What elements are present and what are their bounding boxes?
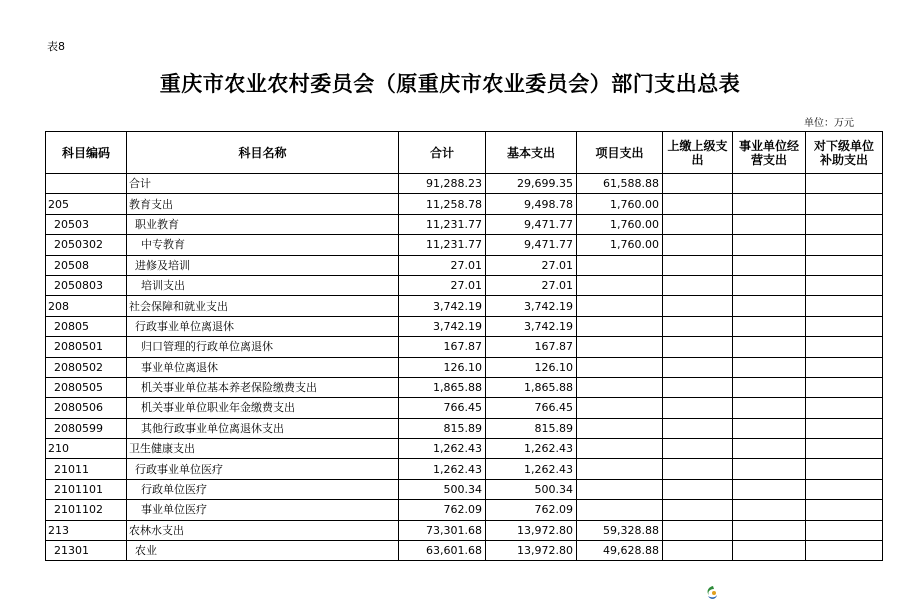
- cell-total: 11,231.77: [399, 235, 486, 255]
- cell-project: [577, 500, 663, 520]
- table-row: [46, 500, 883, 520]
- cell-code: 21011: [46, 459, 127, 479]
- cell-lower: [806, 214, 883, 234]
- cell-total: 3,742.19: [399, 296, 486, 316]
- cell-business: [733, 479, 806, 499]
- cell-basic: 29,699.35: [486, 174, 577, 194]
- cell-code: 208: [46, 296, 127, 316]
- table-row: [46, 316, 883, 336]
- cell-project: [577, 357, 663, 377]
- cell-project: [577, 255, 663, 275]
- table-row: [46, 520, 883, 540]
- cell-total: 91,288.23: [399, 174, 486, 194]
- table-row: [46, 479, 883, 499]
- cell-name: 卫生健康支出: [127, 439, 399, 459]
- cell-total: 27.01: [399, 275, 486, 295]
- cell-upper: [663, 337, 733, 357]
- cell-name: 农林水支出: [127, 520, 399, 540]
- header-business: 事业单位经营支出: [733, 132, 806, 174]
- cell-business: [733, 398, 806, 418]
- cell-project: [577, 377, 663, 397]
- cell-project: [577, 296, 663, 316]
- cell-lower: [806, 398, 883, 418]
- cell-basic: 3,742.19: [486, 316, 577, 336]
- cell-code: 2101101: [46, 479, 127, 499]
- cell-upper: [663, 541, 733, 561]
- cell-code: 205: [46, 194, 127, 214]
- table-id: 表8: [47, 40, 65, 53]
- cell-project: 61,588.88: [577, 174, 663, 194]
- cell-total: 11,258.78: [399, 194, 486, 214]
- cell-basic: 9,471.77: [486, 235, 577, 255]
- table-row: [46, 214, 883, 234]
- cell-total: 766.45: [399, 398, 486, 418]
- cell-project: [577, 479, 663, 499]
- cell-lower: [806, 296, 883, 316]
- cell-name: 机关事业单位基本养老保险缴费支出: [127, 377, 399, 397]
- cell-basic: 27.01: [486, 255, 577, 275]
- cell-code: 20508: [46, 255, 127, 275]
- cell-code: 20805: [46, 316, 127, 336]
- cell-project: 1,760.00: [577, 194, 663, 214]
- table-row: [46, 398, 883, 418]
- cell-basic: 27.01: [486, 275, 577, 295]
- cell-business: [733, 459, 806, 479]
- cell-name: 培训支出: [127, 275, 399, 295]
- cell-lower: [806, 255, 883, 275]
- cell-lower: [806, 377, 883, 397]
- header-upper: 上缴上级支出: [663, 132, 733, 174]
- cell-code: 20503: [46, 214, 127, 234]
- cell-upper: [663, 357, 733, 377]
- cell-name: 事业单位离退休: [127, 357, 399, 377]
- cell-project: [577, 398, 663, 418]
- cell-code: [46, 174, 127, 194]
- logo-icon: [704, 584, 720, 602]
- table-row: [46, 541, 883, 561]
- cell-name: 中专教育: [127, 235, 399, 255]
- cell-business: [733, 357, 806, 377]
- cell-name: 行政事业单位医疗: [127, 459, 399, 479]
- table-row: [46, 194, 883, 214]
- table-row: [46, 174, 883, 194]
- cell-basic: 1,865.88: [486, 377, 577, 397]
- cell-basic: 815.89: [486, 418, 577, 438]
- cell-name: 归口管理的行政单位离退休: [127, 337, 399, 357]
- cell-basic: 766.45: [486, 398, 577, 418]
- cell-upper: [663, 439, 733, 459]
- cell-business: [733, 418, 806, 438]
- cell-lower: [806, 520, 883, 540]
- cell-lower: [806, 235, 883, 255]
- table-row: [46, 296, 883, 316]
- cell-name: 合计: [127, 174, 399, 194]
- cell-total: 126.10: [399, 357, 486, 377]
- cell-project: [577, 439, 663, 459]
- cell-total: 815.89: [399, 418, 486, 438]
- cell-lower: [806, 459, 883, 479]
- cell-upper: [663, 500, 733, 520]
- cell-name: 机关事业单位职业年金缴费支出: [127, 398, 399, 418]
- cell-lower: [806, 316, 883, 336]
- cell-upper: [663, 418, 733, 438]
- cell-code: 2050302: [46, 235, 127, 255]
- cell-project: [577, 275, 663, 295]
- cell-upper: [663, 174, 733, 194]
- table-row: [46, 418, 883, 438]
- cell-business: [733, 316, 806, 336]
- cell-code: 21301: [46, 541, 127, 561]
- cell-business: [733, 541, 806, 561]
- cell-project: 1,760.00: [577, 235, 663, 255]
- cell-upper: [663, 479, 733, 499]
- cell-total: 1,262.43: [399, 459, 486, 479]
- cell-name: 其他行政事业单位离退休支出: [127, 418, 399, 438]
- cell-upper: [663, 520, 733, 540]
- table-row: [46, 255, 883, 275]
- cell-basic: 13,972.80: [486, 520, 577, 540]
- cell-business: [733, 520, 806, 540]
- cell-total: 1,262.43: [399, 439, 486, 459]
- cell-code: 213: [46, 520, 127, 540]
- cell-business: [733, 174, 806, 194]
- cell-upper: [663, 398, 733, 418]
- cell-business: [733, 255, 806, 275]
- cell-project: 1,760.00: [577, 214, 663, 234]
- unit-label: 单位：万元: [804, 118, 854, 129]
- table-row: [46, 377, 883, 397]
- cell-name: 农业: [127, 541, 399, 561]
- cell-code: 2080599: [46, 418, 127, 438]
- expenditure-table: [45, 131, 883, 561]
- cell-basic: 762.09: [486, 500, 577, 520]
- cell-upper: [663, 214, 733, 234]
- cell-basic: 500.34: [486, 479, 577, 499]
- cell-total: 3,742.19: [399, 316, 486, 336]
- cell-code: 2050803: [46, 275, 127, 295]
- cell-code: 2080506: [46, 398, 127, 418]
- header-lower: 对下级单位补助支出: [806, 132, 883, 174]
- cell-name: 职业教育: [127, 214, 399, 234]
- cell-upper: [663, 194, 733, 214]
- cell-lower: [806, 174, 883, 194]
- cell-lower: [806, 500, 883, 520]
- cell-lower: [806, 357, 883, 377]
- cell-name: 教育支出: [127, 194, 399, 214]
- cell-basic: 126.10: [486, 357, 577, 377]
- cell-project: [577, 418, 663, 438]
- cell-code: 2080505: [46, 377, 127, 397]
- cell-total: 63,601.68: [399, 541, 486, 561]
- cell-code: 2080501: [46, 337, 127, 357]
- cell-lower: [806, 439, 883, 459]
- cell-business: [733, 194, 806, 214]
- cell-lower: [806, 337, 883, 357]
- cell-code: 2101102: [46, 500, 127, 520]
- cell-total: 1,865.88: [399, 377, 486, 397]
- cell-basic: 9,471.77: [486, 214, 577, 234]
- cell-total: 11,231.77: [399, 214, 486, 234]
- table-row: [46, 459, 883, 479]
- cell-business: [733, 275, 806, 295]
- cell-upper: [663, 255, 733, 275]
- cell-basic: 167.87: [486, 337, 577, 357]
- header-total: 合计: [399, 132, 486, 174]
- cell-name: 行政单位医疗: [127, 479, 399, 499]
- cell-upper: [663, 459, 733, 479]
- cell-basic: 13,972.80: [486, 541, 577, 561]
- cell-code: 210: [46, 439, 127, 459]
- table-row: [46, 337, 883, 357]
- cell-total: 73,301.68: [399, 520, 486, 540]
- cell-total: 167.87: [399, 337, 486, 357]
- table-row: [46, 235, 883, 255]
- cell-lower: [806, 541, 883, 561]
- cell-upper: [663, 275, 733, 295]
- table-header-row: [46, 132, 883, 174]
- cell-total: 27.01: [399, 255, 486, 275]
- cell-lower: [806, 194, 883, 214]
- cell-lower: [806, 275, 883, 295]
- cell-project: 49,628.88: [577, 541, 663, 561]
- cell-basic: 1,262.43: [486, 439, 577, 459]
- cell-business: [733, 377, 806, 397]
- cell-code: 2080502: [46, 357, 127, 377]
- cell-business: [733, 500, 806, 520]
- cell-business: [733, 439, 806, 459]
- cell-upper: [663, 316, 733, 336]
- page-title: 重庆市农业农村委员会（原重庆市农业委员会）部门支出总表: [159, 72, 741, 96]
- cell-total: 500.34: [399, 479, 486, 499]
- cell-name: 事业单位医疗: [127, 500, 399, 520]
- cell-upper: [663, 235, 733, 255]
- cell-upper: [663, 296, 733, 316]
- cell-business: [733, 337, 806, 357]
- table-row: [46, 439, 883, 459]
- cell-name: 社会保障和就业支出: [127, 296, 399, 316]
- cell-project: [577, 459, 663, 479]
- table-row: [46, 275, 883, 295]
- cell-basic: 9,498.78: [486, 194, 577, 214]
- cell-project: [577, 337, 663, 357]
- cell-business: [733, 296, 806, 316]
- header-project: 项目支出: [577, 132, 663, 174]
- header-name: 科目名称: [127, 132, 399, 174]
- cell-lower: [806, 479, 883, 499]
- cell-business: [733, 235, 806, 255]
- cell-basic: 3,742.19: [486, 296, 577, 316]
- cell-business: [733, 214, 806, 234]
- cell-basic: 1,262.43: [486, 459, 577, 479]
- cell-project: 59,328.88: [577, 520, 663, 540]
- table-row: [46, 357, 883, 377]
- header-code: 科目编码: [46, 132, 127, 174]
- header-basic: 基本支出: [486, 132, 577, 174]
- cell-total: 762.09: [399, 500, 486, 520]
- cell-project: [577, 316, 663, 336]
- cell-upper: [663, 377, 733, 397]
- cell-name: 进修及培训: [127, 255, 399, 275]
- cell-lower: [806, 418, 883, 438]
- cell-name: 行政事业单位离退休: [127, 316, 399, 336]
